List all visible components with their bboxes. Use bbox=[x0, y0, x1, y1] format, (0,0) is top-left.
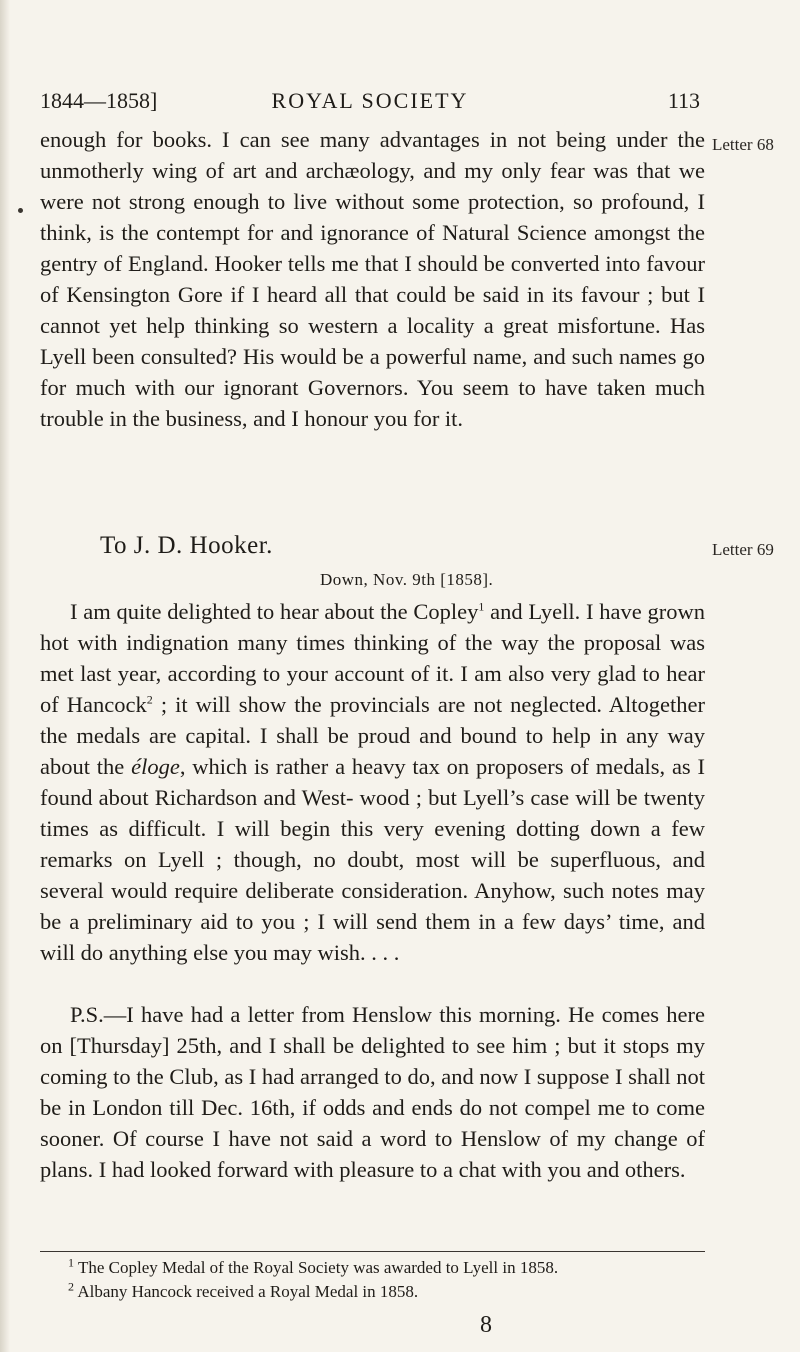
letter-69-dateline: Down, Nov. 9th [1858]. bbox=[320, 570, 494, 589]
signature-mark: 8 bbox=[480, 1312, 492, 1338]
footnote-rule bbox=[40, 1251, 705, 1252]
footnote-1-text: The Copley Medal of the Royal Society was awarded to Lyell in 1858. bbox=[77, 1258, 559, 1277]
running-head-dates: 1844—1858] bbox=[40, 88, 158, 113]
footnotes bbox=[40, 1256, 705, 1304]
letter-69-text-b: and Lyell. I have grown hot with indignation many times thinking of the way the proposal was met last year, according to your account of it. I am also very glad to hear of Hancock bbox=[40, 599, 706, 717]
eloge-word: éloge bbox=[131, 754, 180, 779]
letter-68-body bbox=[40, 124, 705, 434]
margin-note-letter-69: Letter 69 bbox=[712, 540, 774, 559]
letter-69-heading: To J. D. Hooker. bbox=[100, 532, 273, 559]
footnote-ref-2: 2 bbox=[146, 692, 153, 707]
running-head-title: ROYAL SOCIETY bbox=[271, 88, 469, 113]
footnote-2 bbox=[40, 1280, 705, 1304]
running-head bbox=[40, 88, 700, 124]
letter-69-paragraph bbox=[40, 596, 705, 968]
letter-69-text-a: I am quite delighted to hear about the Copley bbox=[70, 599, 479, 624]
letter-69-body bbox=[40, 596, 705, 968]
letter-68-paragraph: enough for books. I can see many advantages in not being under the unmotherly wing of art and archæology, and my only fear was that we were not strong enough to live without some protection, so profound, I think, is the contempt for and ignorance of Natural Science amongst the gentry of England. Hooker tells me that I should be converted into favour of Kensington Gore if I heard all that could be said in its favour ; but I cannot yet help thinking so western a locality a great misfortune. Has Lyell been consulted? His would be a powerful name, and such names go for much with our ignorant Governors. You seem to have taken much trouble in the business, and I honour you for it. bbox=[40, 127, 705, 431]
footnote-1 bbox=[40, 1256, 705, 1280]
footnote-ref-1: 1 bbox=[478, 599, 485, 614]
postscript-body bbox=[40, 999, 705, 1185]
page-number: 113 bbox=[667, 88, 700, 113]
footnote-1-mark: 1 bbox=[68, 1255, 74, 1270]
footnote-2-mark: 2 bbox=[68, 1279, 74, 1294]
margin-note-letter-68: Letter 68 bbox=[712, 135, 774, 154]
letter-69-text-d: , which is rather a heavy tax on proposers of medals, as I found about Richardson and West- wood ; but Lyell’s case will be twenty times as difficult. I will begin this very evening dotting down a few remarks on Lyell ; though, no doubt, most will be superfluous, and several would require deliberate consideration. Anyhow, such notes may be a preliminary aid to you ; I will send them in a few days’ time, and will do anything else you may wish. . . . bbox=[40, 754, 705, 965]
footnote-2-text: Albany Hancock received a Royal Medal in 1858. bbox=[77, 1282, 419, 1301]
postscript-paragraph: P.S.—I have had a letter from Henslow this morning. He comes here on [Thursday] 25th, and I shall be delighted to see him ; but it stops my coming to the Club, as I had arranged to do, and now I suppose I shall not be in London till Dec. 16th, if odds and ends do not compel me to come sooner. Of course I have not said a word to Henslow of my change of plans. I had looked forward with pleasure to a chat with you and others. bbox=[40, 1002, 705, 1182]
margin-dot bbox=[18, 208, 23, 213]
letter-69-text-c: ; it will show the provincials are not neglected. Altogether the medals are capital. I shall be proud and bound to help in any way about the bbox=[40, 692, 706, 779]
binding-edge bbox=[0, 0, 10, 1352]
